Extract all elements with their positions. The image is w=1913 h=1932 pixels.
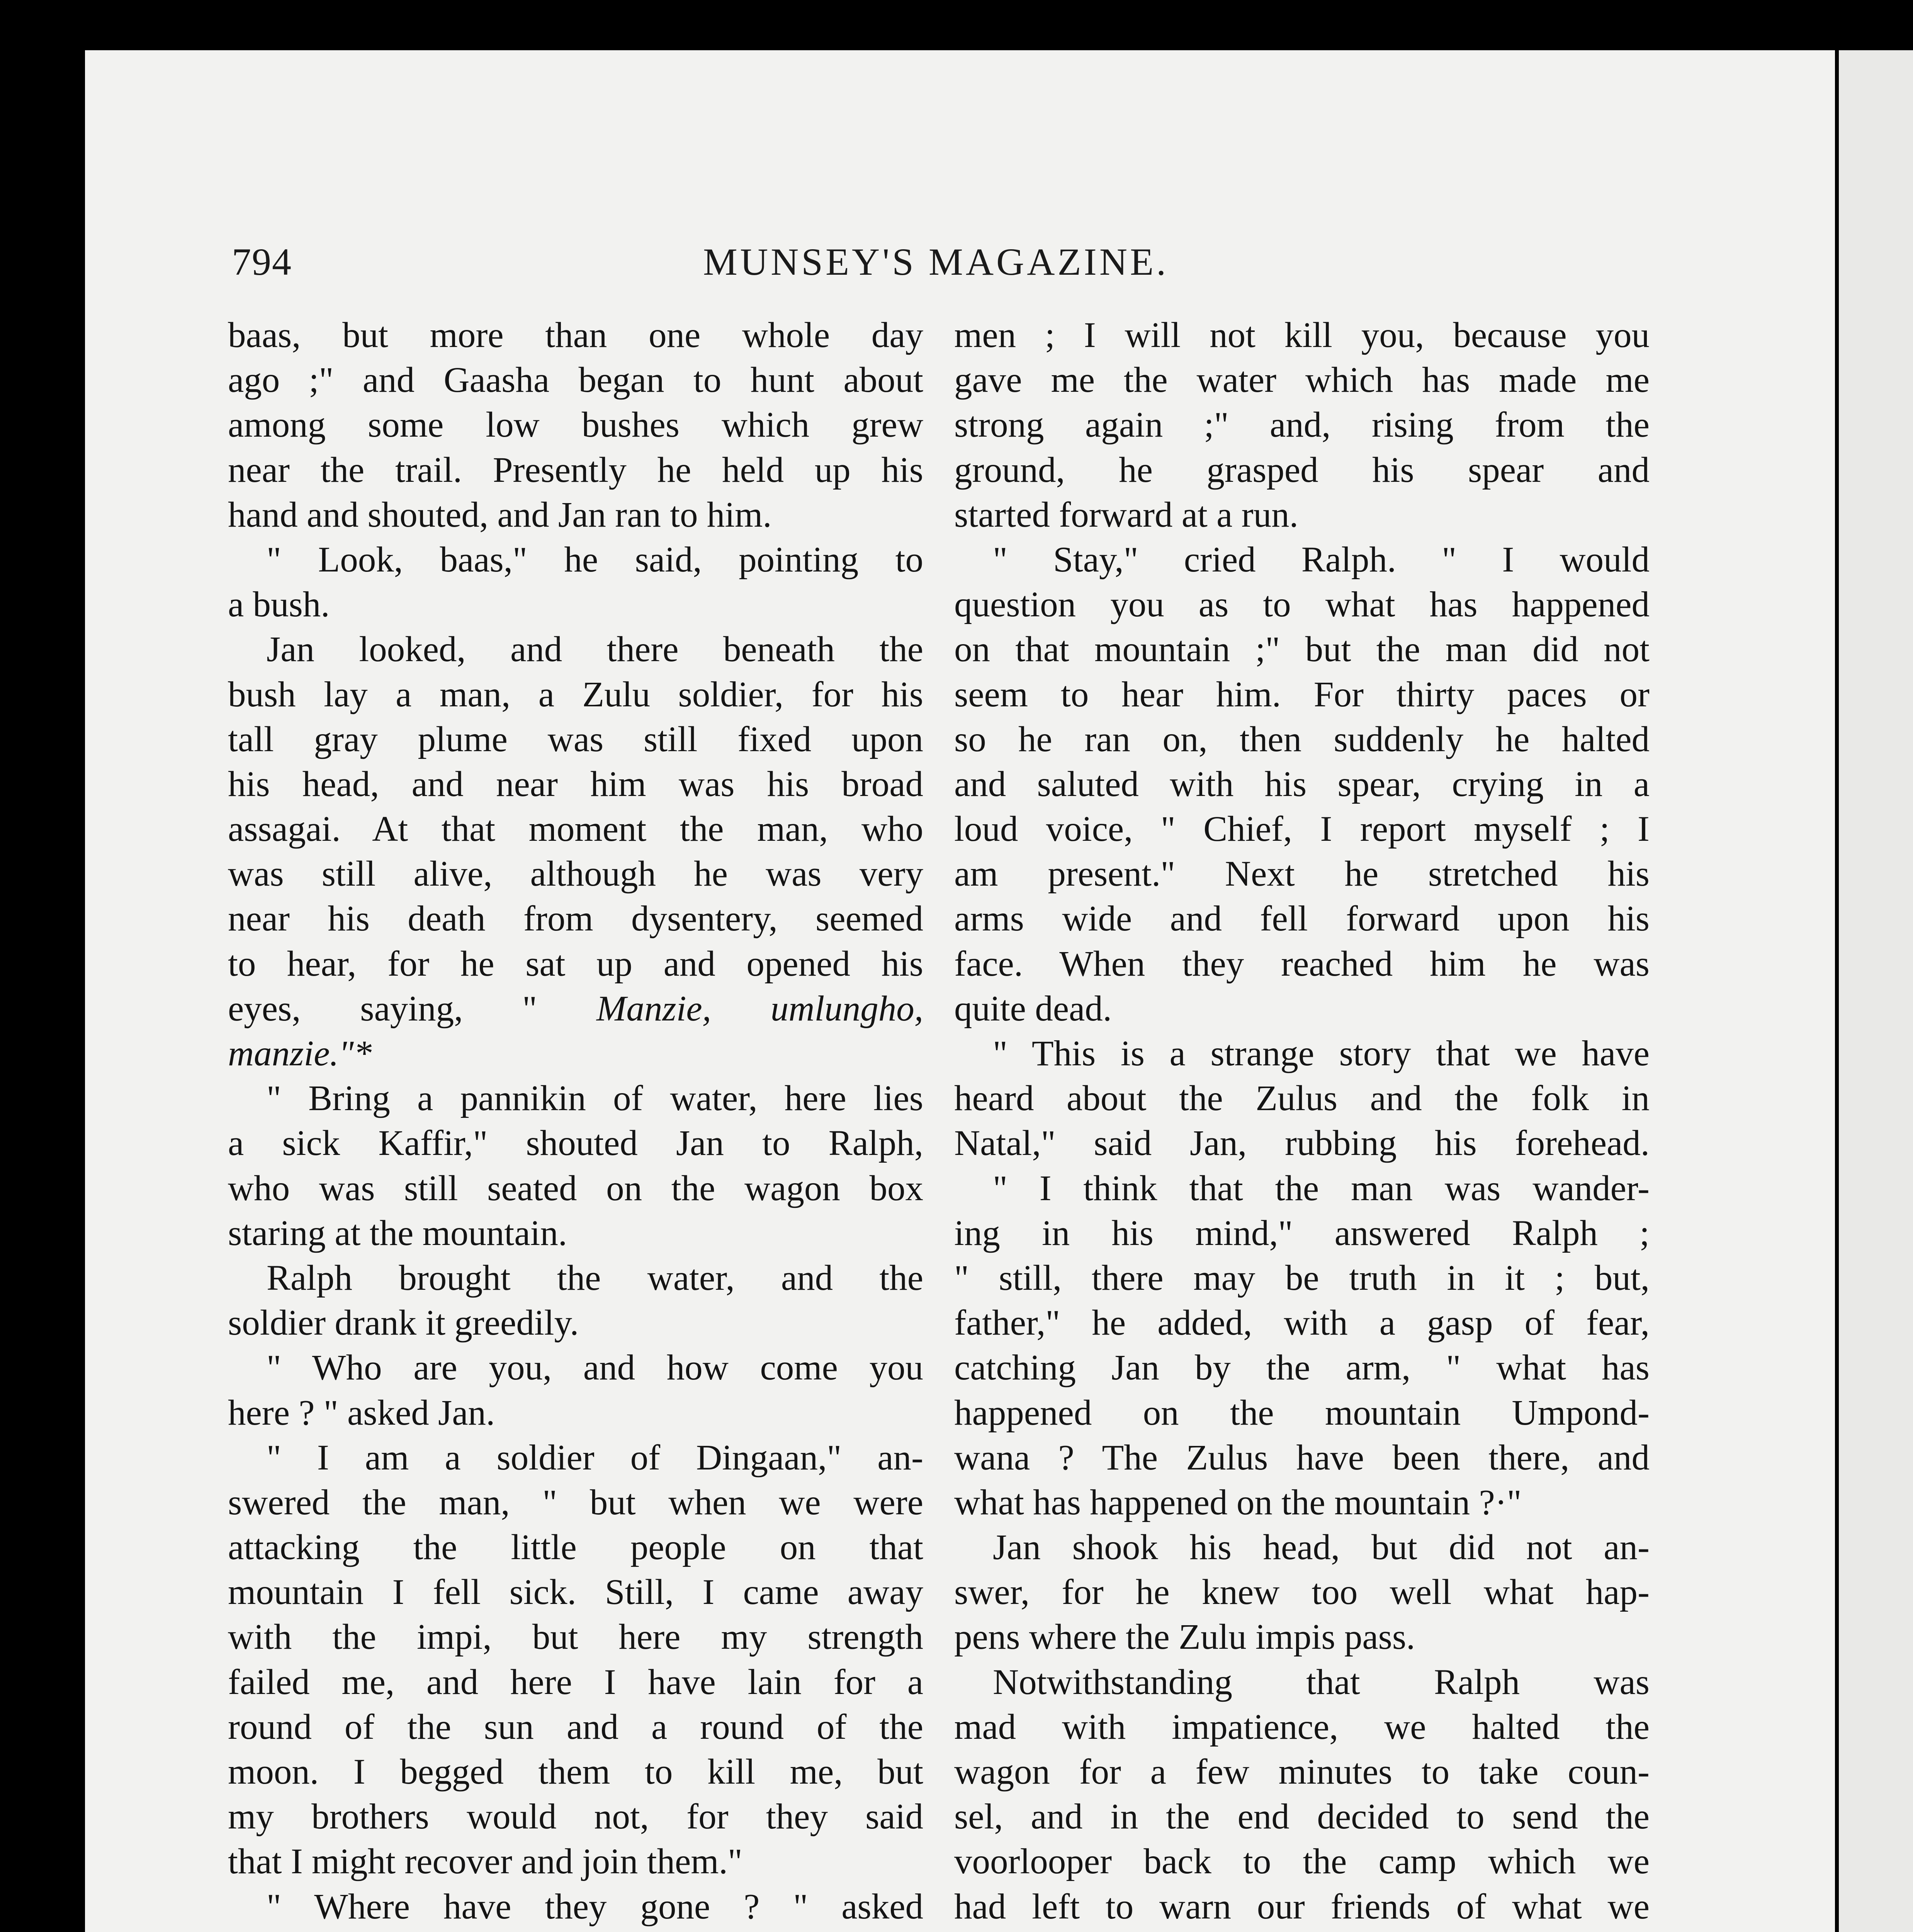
text-line: men ; I will not kill you, because you (954, 315, 1650, 355)
text-line: tall gray plume was still fixed upon (228, 719, 923, 759)
text-line: mad with impatience, we halted the (954, 1707, 1650, 1747)
text-line: " Who are you, and how come you (267, 1348, 923, 1388)
text-line: moon. I begged them to kill me, but (228, 1752, 923, 1792)
text-line: and saluted with his spear, crying in a (954, 764, 1650, 804)
text-line: arms wide and fell forward upon his (954, 899, 1650, 939)
text-line: baas, but more than one whole day (228, 315, 923, 355)
text-line: that I might recover and join them." (228, 1842, 742, 1882)
text-line: to hear, for he sat up and opened his (228, 944, 923, 984)
text-line: near the trail. Presently he held up his (228, 450, 923, 490)
text-line: on that mountain ;" but the man did not (954, 629, 1650, 670)
text-line: eyes, saying, " Manzie, umlungho, (228, 988, 923, 1029)
text-line: seem to hear him. For thirty paces or (954, 674, 1650, 714)
text-line: Ralph brought the water, and the (267, 1258, 923, 1298)
text-line (228, 1929, 923, 1932)
text-line: so he ran on, then suddenly he halted (954, 719, 1650, 759)
text-line: catching Jan by the arm, " what has (954, 1348, 1650, 1388)
text-line (954, 1929, 1650, 1932)
text-line: quite dead. (954, 988, 1112, 1029)
text-line: ing in his mind," answered Ralph ; (954, 1213, 1650, 1253)
text-line: soldier drank it greedily. (228, 1303, 579, 1343)
text-line: failed me, and here I have lain for a (228, 1662, 923, 1702)
text-line: question you as to what has happened (954, 585, 1650, 625)
text-line: a sick Kaffir," shouted Jan to Ralph, (228, 1123, 923, 1163)
text-line: Jan shook his head, but did not an- (993, 1527, 1650, 1568)
right-text-column (954, 313, 1650, 1932)
text-line: wana ? The Zulus have been there, and (954, 1437, 1650, 1478)
text-line: mountain I fell sick. Still, I came away (228, 1572, 923, 1612)
text-line: assagai. At that moment the man, who (228, 809, 923, 849)
text-line: " Bring a pannikin of water, here lies (267, 1078, 923, 1119)
text-line: " Stay," cried Ralph. " I would (993, 539, 1650, 580)
text-line: voorlooper back to the camp which we (954, 1842, 1650, 1882)
text-line: strong again ;" and, rising from the (954, 405, 1650, 445)
text-line: ago ;" and Gaasha began to hunt about (228, 360, 923, 400)
text-line: manzie."* (228, 1034, 372, 1073)
left-text-column (228, 313, 923, 1932)
text-line: happened on the mountain Umpond- (954, 1393, 1650, 1433)
text-line: a bush. (228, 585, 330, 625)
text-line: Jan looked, and there beneath the (267, 629, 923, 670)
text-line: am present." Next he stretched his (954, 854, 1650, 894)
text-line: here ? " asked Jan. (228, 1393, 495, 1433)
text-line: loud voice, " Chief, I report myself ; I (954, 809, 1650, 849)
text-line: started forward at a run. (954, 495, 1298, 535)
text-line: with the impi, but here my strength (228, 1617, 923, 1657)
text-line: father," he added, with a gasp of fear, (954, 1303, 1650, 1343)
text-line: ground, he grasped his spear and (954, 450, 1650, 490)
text-line: staring at the mountain. (228, 1213, 567, 1253)
text-line: swered the man, " but when we were (228, 1482, 923, 1522)
text-line: had left to warn our friends of what we (954, 1886, 1650, 1927)
text-line: " I think that the man was wander- (993, 1168, 1650, 1208)
text-line: my brothers would not, for they said (228, 1797, 923, 1837)
text-line: " still, there may be truth in it ; but, (954, 1258, 1650, 1298)
text-line: swer, for he knew too well what hap- (954, 1572, 1650, 1612)
page-number: 794 (232, 240, 292, 283)
text-line: who was still seated on the wagon box (228, 1168, 923, 1208)
text-line: sel, and in the end decided to send the (954, 1797, 1650, 1837)
page-header (232, 240, 1661, 294)
text-line: " This is a strange story that we have (993, 1034, 1650, 1073)
text-line: Notwithstanding that Ralph was (993, 1662, 1650, 1702)
text-line: round of the sun and a round of the (228, 1707, 923, 1747)
text-line: what has happened on the mountain ?·" (954, 1482, 1522, 1522)
text-line: " Where have they gone ? " asked (267, 1886, 923, 1927)
facing-page-edge (1839, 50, 1913, 1932)
text-line: Natal," said Jan, rubbing his forehead. (954, 1123, 1650, 1163)
text-line: wagon for a few minutes to take coun- (954, 1752, 1650, 1792)
text-line: among some low bushes which grew (228, 405, 923, 445)
text-line: gave me the water which has made me (954, 360, 1650, 400)
text-line: " I am a soldier of Dingaan," an- (267, 1437, 923, 1478)
text-line: heard about the Zulus and the folk in (954, 1078, 1650, 1119)
text-line: near his death from dysentery, seemed (228, 899, 923, 939)
text-line: his head, and near him was his broad (228, 764, 923, 804)
text-line: pens where the Zulu impis pass. (954, 1617, 1415, 1657)
text-line: attacking the little people on that (228, 1527, 923, 1568)
text-line: hand and shouted, and Jan ran to him. (228, 495, 772, 535)
text-line: " Look, baas," he said, pointing to (267, 539, 923, 580)
running-title: MUNSEY'S MAGAZINE. (703, 240, 1169, 283)
text-line: bush lay a man, a Zulu soldier, for his (228, 674, 923, 714)
text-line: was still alive, although he was very (228, 854, 923, 894)
text-line: face. When they reached him he was (954, 944, 1650, 984)
